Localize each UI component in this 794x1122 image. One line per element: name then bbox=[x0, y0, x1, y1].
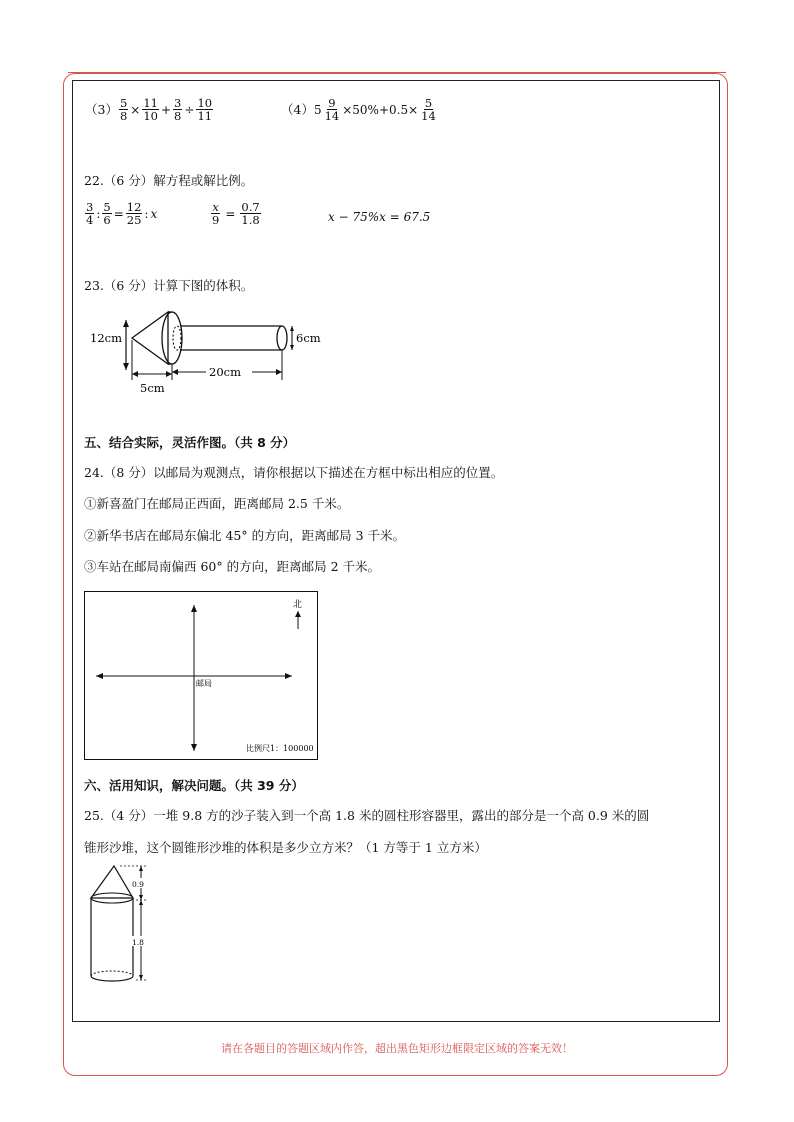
height-label: 12cm bbox=[90, 331, 122, 345]
fraction: $\frac{5}{8}$ bbox=[119, 96, 128, 123]
q21-part3-label: （3） bbox=[85, 101, 118, 117]
cone-base bbox=[162, 312, 182, 364]
cylinder-end bbox=[277, 326, 287, 350]
cone-length-label: 5cm bbox=[140, 381, 165, 395]
fraction: $\frac{3}{8}$ bbox=[174, 96, 182, 123]
q23-title: 23.（6 分）计算下图的体积。 bbox=[84, 278, 254, 293]
north-label: 北 bbox=[293, 600, 303, 610]
arrow-down-icon bbox=[123, 363, 129, 370]
q24-item-3: ③车站在邮局南偏西 60° 的方向，距离邮局 2 千米。 bbox=[84, 559, 381, 574]
fraction: $\frac{11}{10}$ bbox=[143, 96, 158, 123]
section-5-title: 五、结合实际，灵活作图。（共 8 分） bbox=[84, 435, 296, 450]
cone-height-label: 0.9 bbox=[132, 880, 144, 889]
q24-map-box[interactable] bbox=[84, 591, 320, 761]
q25-text-line-1: 25.（4 分）一堆 9.8 方的沙子装入到一个高 1.8 米的圆柱形容器里，露出的部分是一个高 0.9 米的圆 bbox=[84, 808, 650, 823]
arrow-up-icon bbox=[123, 320, 129, 327]
cylinder-height-label: 1.8 bbox=[132, 938, 144, 947]
q22-equation-2: $\frac{x}{9}$ = $\frac{0.7}{1.8}$ bbox=[212, 200, 260, 227]
footer-warning: 请在各题目的答题区域内作答，超出黑色矩形边框限定区域的答案无效！ bbox=[221, 1042, 573, 1055]
cylinder-length-label: 20cm bbox=[209, 365, 241, 379]
fraction: $\frac{9}{14}$ bbox=[324, 96, 340, 123]
q24-item-1: ①新喜盈门在邮局正西面，距离邮局 2.5 千米。 bbox=[84, 496, 350, 511]
q24-item-2: ②新华书店在邮局东偏北 45° 的方向，距离邮局 3 千米。 bbox=[84, 528, 406, 543]
q25-sand-figure bbox=[84, 862, 164, 992]
q21-part3: （3） $\frac{5}{8}$ × $\frac{11}{10}$ + $\frac{3}{8}$ ÷ $\frac{10}{11}$ bbox=[85, 96, 213, 123]
q23-cone-cylinder-figure bbox=[84, 300, 344, 400]
q24-title: 24.（8 分）以邮局为观测点，请你根据以下描述在方框中标出相应的位置。 bbox=[84, 465, 504, 480]
fraction: $\frac{5}{14}$ bbox=[421, 96, 436, 123]
post-office-label: 邮局 bbox=[196, 679, 212, 688]
q22-equation-3: x − 75%x = 67.5 bbox=[328, 210, 431, 224]
q21-part4-label: （4） bbox=[281, 101, 314, 117]
cylinder-bottom bbox=[91, 976, 133, 981]
q22-equation-1: $\frac{3}{4}$ : $\frac{5}{6}$ = $\frac{12}{25}$ : x bbox=[86, 200, 158, 227]
q22-title: 22.（6 分）解方程或解比例。 bbox=[84, 173, 254, 188]
diameter-label: 6cm bbox=[296, 331, 321, 345]
fraction: $\frac{10}{11}$ bbox=[197, 96, 213, 123]
cylinder-hidden-end bbox=[173, 326, 181, 350]
section-6-title: 六、活用知识，解决问题。（共 39 分） bbox=[84, 778, 304, 793]
q21-part4: （4） 5 $\frac{9}{14}$ ×50%+0.5× $\frac{5}{14}$ bbox=[281, 96, 436, 123]
q25-text-line-2: 锥形沙堆，这个圆锥形沙堆的体积是多少立方米？（1 方等于 1 立方米） bbox=[84, 840, 487, 855]
scale-label: 比例尺1：100000 bbox=[246, 744, 314, 753]
